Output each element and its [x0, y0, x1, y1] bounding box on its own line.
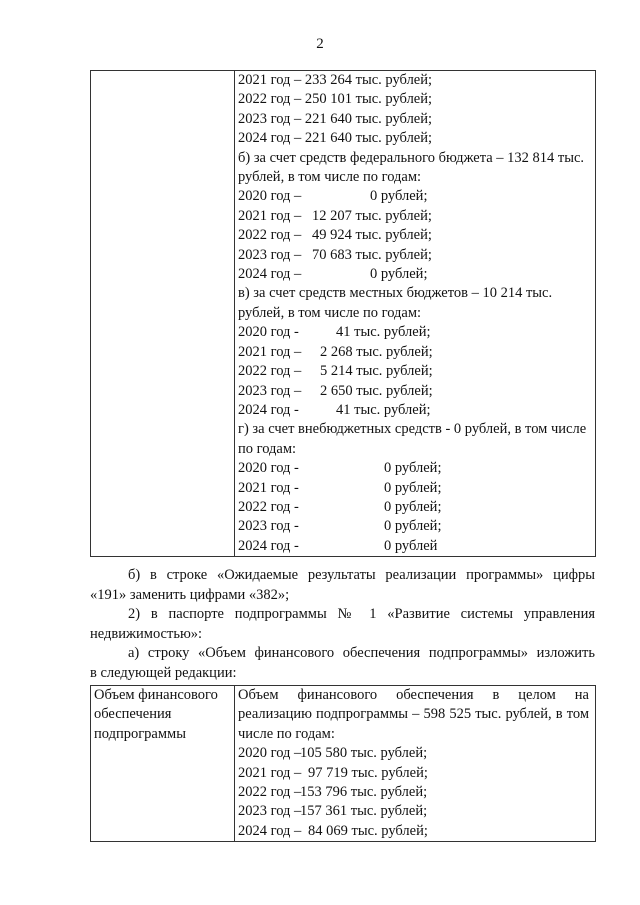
paragraph-line: 2) в паспорте подпрограммы № 1 «Развитие системы управления — [128, 606, 595, 622]
year-label: 2024 год – — [238, 822, 302, 839]
local-budget-heading: в) за счет средств местных бюджетов – 10 214 тыс. рублей, в том числе по годам: — [238, 285, 553, 321]
paragraph-line: а) строку «Объем финансового обеспечения подпрограммы» изложить — [128, 645, 595, 661]
year-value: 84 069 тыс. рублей; — [308, 822, 428, 839]
paragraph-subprogram-passport — [90, 605, 595, 644]
year-label: 2020 год - — [238, 460, 299, 477]
year-value: 12 207 тыс. рублей; — [312, 207, 432, 224]
year-value: 0 рублей; — [370, 188, 428, 205]
federal-budget-heading: б) за счет средств федерального бюджета – 132 814 тыс. рублей, в том числе по годам: — [238, 149, 585, 186]
table-left-cell — [91, 686, 235, 842]
paragraph-funding-row — [90, 644, 595, 683]
year-value: 49 924 тыс. рублей; — [312, 227, 432, 244]
table-row — [91, 686, 596, 842]
year-value: 0 рублей; — [384, 460, 442, 477]
year-value: 41 тыс. рублей; — [336, 401, 431, 418]
funding-table-continued — [90, 70, 596, 557]
paragraph-expected-results — [90, 566, 595, 605]
funding-label: Объем финансового обеспечения подпрограммы — [94, 687, 218, 742]
year-value: 0 рублей; — [370, 266, 428, 283]
year-value: 0 рублей; — [384, 479, 442, 496]
year-label: 2023 год - — [238, 518, 299, 535]
year-label: 2024 год – — [238, 266, 302, 283]
year-label: 2022 год – — [238, 784, 302, 801]
paragraph-line: недвижимостью»: — [90, 625, 203, 642]
year-value: 157 361 тыс. рублей; — [300, 803, 428, 820]
list-item: 2024 год – 221 640 тыс. рублей; — [238, 130, 433, 147]
paragraph-line: «191» заменить цифрами «382»; — [90, 586, 290, 603]
year-label: 2021 год – — [238, 764, 302, 781]
page-number: 2 — [316, 36, 324, 52]
table-right-cell — [235, 71, 596, 557]
table-left-cell — [91, 71, 235, 557]
year-label: 2023 год – — [238, 803, 302, 820]
year-label: 2021 год – — [238, 207, 302, 224]
year-label: 2023 год – — [238, 246, 302, 263]
year-label: 2023 год – — [238, 382, 302, 399]
paragraph-line: в следующей редакции: — [90, 664, 237, 681]
year-label: 2024 год - — [238, 401, 299, 418]
year-label: 2022 год – — [238, 363, 302, 380]
year-value: 97 719 тыс. рублей; — [308, 764, 428, 781]
paragraph-line: б) в строке «Ожидаемые результаты реализации программы» цифры — [128, 567, 595, 583]
year-value: 2 268 тыс. рублей; — [320, 343, 433, 360]
year-label: 2020 год – — [238, 745, 302, 762]
year-value: 5 214 тыс. рублей; — [320, 363, 433, 380]
subprogram-funding-table — [90, 685, 596, 842]
year-value: 70 683 тыс. рублей; — [312, 246, 432, 263]
table-right-cell — [235, 686, 596, 842]
year-value: 41 тыс. рублей; — [336, 324, 431, 341]
year-value: 0 рублей — [384, 537, 438, 554]
year-label: 2020 год – — [238, 188, 302, 205]
table-row — [91, 71, 596, 557]
year-label: 2021 год – — [238, 343, 302, 360]
year-label: 2022 год – — [238, 227, 302, 244]
year-label: 2021 год - — [238, 479, 299, 496]
year-value: 105 580 тыс. рублей; — [300, 745, 428, 762]
year-value: 0 рублей; — [384, 498, 442, 515]
year-value: 153 796 тыс. рублей; — [300, 784, 428, 801]
list-item: 2022 год – 250 101 тыс. рублей; — [238, 91, 433, 108]
year-label: 2024 год - — [238, 537, 299, 554]
list-item: 2021 год – 233 264 тыс. рублей; — [238, 72, 433, 88]
year-value: 2 650 тыс. рублей; — [320, 382, 433, 399]
funding-intro: Объем финансового обеспечения в целом на реализацию подпрограммы – 598 525 тыс. рублей, в том числе по годам: — [238, 687, 589, 742]
extrabudget-heading: г) за счет внебюджетных средств - 0 рублей, в том числе по годам: — [238, 421, 587, 457]
list-item: 2023 год – 221 640 тыс. рублей; — [238, 110, 433, 127]
year-value: 0 рублей; — [384, 518, 442, 535]
year-label: 2022 год - — [238, 498, 299, 515]
year-label: 2020 год - — [238, 324, 299, 341]
